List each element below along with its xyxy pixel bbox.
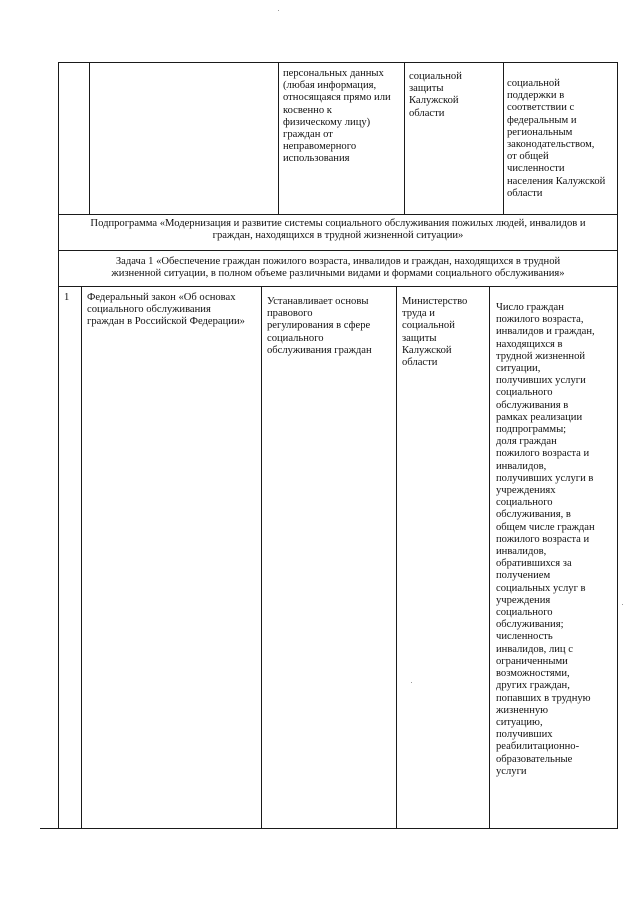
subprogram-left-border [58,214,59,250]
col-border-3 [404,62,405,214]
task-title: Задача 1 «Обеспечение граждан пожилого возраста, инвалидов и граждан, находящихся в трудной жизненной ситуации, в полном объеме различными видами и формами социального обслуживания» [111,256,565,280]
row1-border-5 [617,286,618,828]
col-border-2 [278,62,279,214]
subprogram-title: Подпрограмма «Модернизация и развитие системы социального обслуживания пожилых людей, инвалидов и граждан, находящихся в трудной жизненной ситуации» [90,218,586,242]
subprogram-top-border [58,214,618,215]
task-top-border [58,250,618,251]
row1-responsible: Министерство труда и социальной защиты Калужской области [402,296,468,369]
row1-law-title: Федеральный закон «Об основах социального обслуживания граждан в Российской Федерации» [87,292,245,328]
row1-indicators: Число граждан пожилого возраста, инвалидов и граждан, находящихся в трудной жизненной ситуации, получивших услуги социального обслуживания в рамках реализации подпрограммы; доля граждан пожилого возраста и инвалидов, получивших услуги в учреждениях социального обслуживания, в общем числе граждан пожилого возраста и инвалидов, обратившихся за получением социальных услуг в учреждения социального обслуживания; численность инвалидов, лиц с ограниченными возможностями, других граждан, попавших в трудную жизненную ситуацию, получивших реабилитационно- образовательные услуги [496,302,595,777]
col-border-4 [503,62,504,214]
subprogram-right-border [617,214,618,250]
row1-description: Устанавливает основы правового регулирования в сфере социального обслуживания граждан [267,296,372,356]
table-top-border [58,62,618,63]
row1-number: 1 [64,292,70,303]
scan-speck [411,682,412,683]
task-right-border [617,250,618,286]
task-left-border [58,250,59,286]
top-row-col4: социальной защиты Калужской области [409,71,462,119]
row1-border-2 [261,286,262,828]
row1-top-border [58,286,618,287]
col-border-5 [617,62,618,214]
scan-speck [278,10,279,11]
row1-border-4 [489,286,490,828]
row1-border-0 [58,286,59,828]
top-row-col5: социальной поддержки в соответствии с федеральным и региональным законодательством, от общей численности населения Калужской области [507,78,606,199]
table-bottom-border [40,828,618,829]
row1-border-1 [81,286,82,828]
col-border-0 [58,62,59,214]
scan-speck [622,604,623,605]
col-border-1 [89,62,90,214]
row1-border-3 [396,286,397,828]
top-row-col3: персональных данных (любая информация, относящаяся прямо или косвенно к физическому лицу) граждан от неправомерного использования [283,68,391,165]
